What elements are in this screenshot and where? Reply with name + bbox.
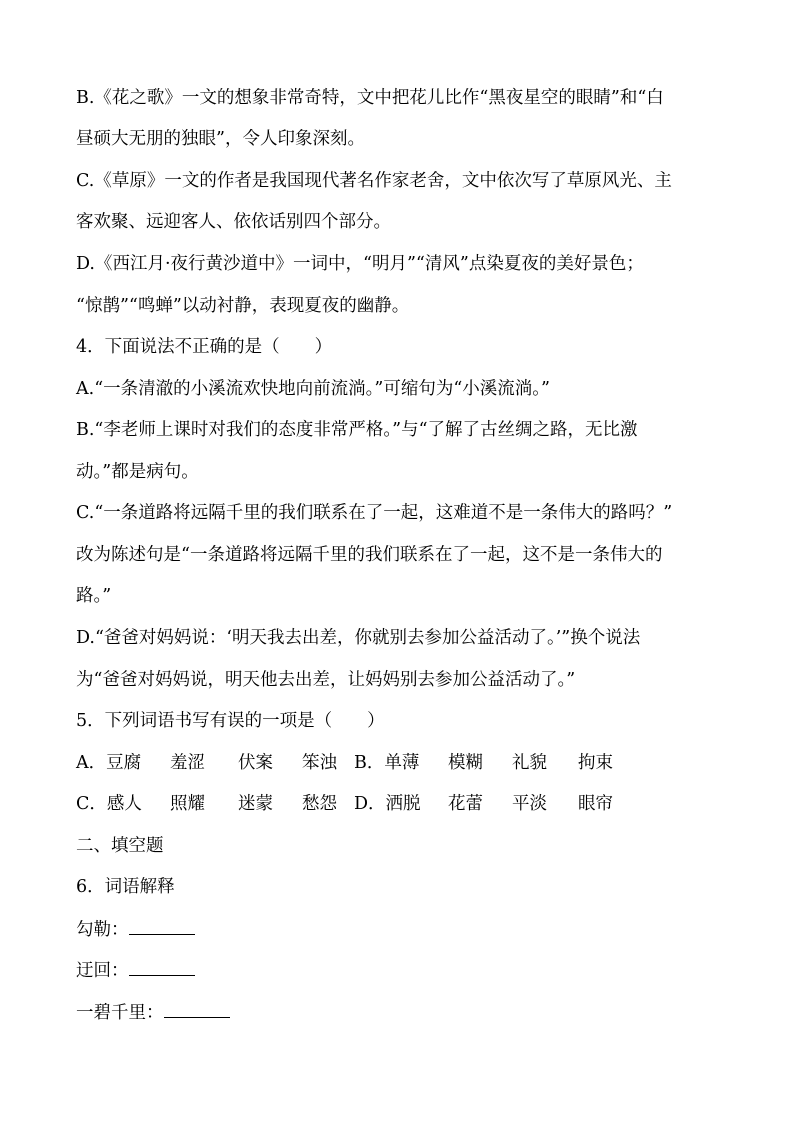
option-b-line-1: B.《花之歌》一文的想象非常奇特，文中把花儿比作“黑夜星空的眼睛”和“白 — [76, 88, 664, 108]
q5-option-d-word-3: 平淡 — [512, 794, 547, 814]
q5-option-b-word-2: 模糊 — [448, 753, 483, 773]
q6-term-1-row — [76, 917, 195, 941]
q5-option-a-word-3: 伏案 — [238, 753, 273, 773]
option-d-line-1: D.《西江月·夜行黄沙道中》一词中，“明月”“清风”点染夏夜的美好景色； — [76, 254, 644, 274]
q4-option-b-line-2: 动。”都是病句。 — [76, 462, 199, 482]
q5-option-d-word-2: 花蕾 — [448, 794, 483, 814]
q5-option-c-word-2: 照耀 — [170, 794, 205, 814]
q5-option-c-word-1: C．感人 — [76, 794, 142, 814]
q5-option-d-word-4: 眼帘 — [578, 794, 613, 814]
q6-term-3-label: 一碧千里： — [76, 1003, 164, 1023]
option-c-line-2: 客欢聚、远迎客人、依依话别四个部分。 — [76, 212, 391, 232]
q4-option-d-line-2: 为“爸爸对妈妈说，明天他去出差，让妈妈别去参加公益活动了。” — [76, 670, 576, 690]
q6-term-2-answer-blank[interactable] — [129, 958, 195, 976]
q6-term-1-label: 勾勒： — [76, 920, 129, 940]
question-4-title: 4．下面说法不正确的是（ ） — [76, 337, 333, 357]
q5-option-b-word-1: B．单薄 — [354, 753, 420, 773]
option-c-line-1: C.《草原》一文的作者是我国现代著名作家老舍，文中依次写了草原风光、主 — [76, 171, 672, 191]
q4-option-c-line-2: 改为陈述句是“一条道路将远隔千里的我们联系在了一起，这不是一条伟大的 — [76, 545, 663, 565]
q4-option-c-line-1: C.“一条道路将远隔千里的我们联系在了一起，这难道不是一条伟大的路吗？” — [76, 503, 673, 523]
q6-term-2-row — [76, 958, 195, 982]
q5-option-a-word-2: 羞涩 — [170, 753, 205, 773]
q5-option-c-word-4: 愁怨 — [302, 794, 337, 814]
q5-option-a-word-1: A．豆腐 — [76, 753, 142, 773]
section-2-heading: 二、填空题 — [76, 836, 164, 856]
q6-term-3-answer-blank[interactable] — [164, 1000, 230, 1018]
q5-option-d-word-1: D．洒脱 — [354, 794, 421, 814]
q4-option-a: A.“一条清澈的小溪流欢快地向前流淌。”可缩句为“小溪流淌。” — [76, 379, 550, 399]
q5-option-a-word-4: 笨浊 — [302, 753, 337, 773]
q4-option-c-line-3: 路。” — [76, 586, 112, 606]
q5-option-b-word-4: 拘束 — [578, 753, 613, 773]
question-5-title: 5．下列词语书写有误的一项是（ ） — [76, 711, 385, 731]
q4-option-d-line-1: D.“爸爸对妈妈说：‘明天我去出差，你就别去参加公益活动了。’”换个说法 — [76, 628, 641, 648]
option-d-line-2: “惊鹊”“鸣蝉”以动衬静，表现夏夜的幽静。 — [76, 296, 410, 316]
q5-option-b-word-3: 礼貌 — [512, 753, 547, 773]
q4-option-b-line-1: B.“李老师上课时对我们的态度非常严格。”与“了解了古丝绸之路，无比激 — [76, 420, 638, 440]
q6-term-1-answer-blank[interactable] — [129, 917, 195, 935]
option-b-line-2: 昼硕大无朋的独眼”，令人印象深刻。 — [76, 129, 365, 149]
q5-option-c-word-3: 迷蒙 — [238, 794, 273, 814]
q6-term-3-row — [76, 1000, 230, 1024]
question-6-title: 6．词语解释 — [76, 877, 175, 897]
q6-term-2-label: 迂回： — [76, 961, 129, 981]
